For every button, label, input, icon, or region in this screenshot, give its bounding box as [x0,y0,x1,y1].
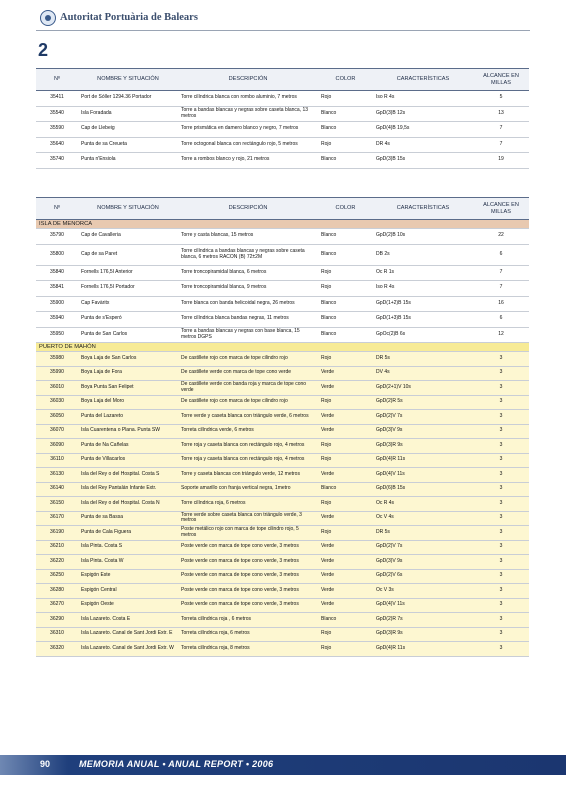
cell-number: 35411 [36,91,78,107]
cell-description: Torre cilíndrica blanca con rombo aluminio, 7 metros [178,91,318,107]
cell-name: Isla del Rey o del Hospital. Costa S [78,468,178,483]
cell-characteristics: GpD(3)V 9s [373,424,473,439]
cell-name: Espigón Este [78,569,178,584]
table-row [36,244,529,265]
cell-number: 36070 [36,424,78,439]
cell-color: Blanco [318,613,373,628]
cell-color: Verde [318,511,373,526]
cell-name: Punta de Cala Figuera [78,526,178,541]
cell-characteristics: GpD(2)R 7s [373,613,473,628]
cell-description: Torreta cilíndrica verde, 6 metros [178,424,318,439]
cell-characteristics: GpD(3)R 9s [373,439,473,454]
cell-number: 36310 [36,627,78,642]
cell-name: Fornells 176,5I Portador [78,281,178,297]
cell-characteristics: GpD(3)V 9s [373,555,473,570]
cell-range-miles: 3 [473,497,529,512]
cell-description: Torre roja y caseta blanca con rectángulo rojo, 4 metros [178,453,318,468]
cell-number: 36280 [36,584,78,599]
cell-description: Torre a bandas blancas y negras sobre caseta blanca, 13 metros [178,106,318,122]
cell-range-miles: 16 [473,296,529,312]
cell-description: Torre y caseta blancas con triángulo verde, 12 metros [178,468,318,483]
cell-range-miles: 3 [473,453,529,468]
cell-number: 36090 [36,439,78,454]
cell-number: 35841 [36,281,78,297]
cell-range-miles: 6 [473,312,529,328]
cell-range-miles: 3 [473,424,529,439]
table-row [36,153,529,169]
cell-description: Torre cilíndrica roja, 6 metros [178,497,318,512]
cell-description: Torre a bandas blancas y negras con base blanca, 15 metros DGPS [178,327,318,343]
cell-description: De castillete verde con banda roja y marca de tope cono verde [178,381,318,396]
table-row [36,395,529,410]
table-row [36,281,529,297]
cell-number: 36150 [36,497,78,512]
cell-description: De castillete verde con marca de tope cono verde [178,366,318,381]
col-header-name: NOMBRE Y SITUACIÓN [78,69,178,91]
cell-color: Rojo [318,137,373,153]
cell-characteristics: Oc R 4s [373,497,473,512]
lighthouse-table-mallorca [36,68,529,169]
cell-description: Torreta cilíndrica roja, 8 metros [178,642,318,657]
cell-characteristics: GpD(4)R 11s [373,642,473,657]
table-row [36,366,529,381]
cell-characteristics: GpD(1+2)B 15s [373,296,473,312]
cell-range-miles: 3 [473,410,529,425]
col-header-range-miles: ALCANCE EN MILLAS [473,69,529,91]
cell-description: Torre blanca con banda helicoidal negra, 26 metros [178,296,318,312]
cell-characteristics: GpOc(2)B 6s [373,327,473,343]
cell-range-miles: 6 [473,244,529,265]
cell-description: Torre prismática en damero blanco y negro, 7 metros [178,122,318,138]
cell-name: Punta n'Ensiola [78,153,178,169]
cell-description: Poste verde con marca de tope cono verde, 3 metros [178,569,318,584]
cell-number: 36220 [36,555,78,570]
cell-number: 35590 [36,122,78,138]
cell-number: 36030 [36,395,78,410]
section-number: 2 [38,40,49,60]
cell-name: Boya Laja de Fora [78,366,178,381]
cell-color: Verde [318,569,373,584]
cell-characteristics: GpD(1+3)B 15s [373,312,473,328]
cell-number: 35540 [36,106,78,122]
cell-name: Isla Pinta. Costa S [78,540,178,555]
cell-color: Rojo [318,526,373,541]
lighthouse-table-menorca [36,197,529,657]
cell-characteristics: Oc V 4s [373,511,473,526]
cell-name: Punta de Villacarlos [78,453,178,468]
cell-color: Verde [318,555,373,570]
cell-range-miles: 3 [473,540,529,555]
cell-range-miles: 3 [473,642,529,657]
cell-characteristics: Oc R 1s [373,265,473,281]
table-row [36,540,529,555]
cell-name: Espigón Oeste [78,598,178,613]
cell-range-miles: 3 [473,381,529,396]
cell-range-miles: 3 [473,555,529,570]
cell-characteristics: GpD(2+1)V 10s [373,381,473,396]
cell-number: 36050 [36,410,78,425]
cell-characteristics: GpD(4)R 11s [373,453,473,468]
cell-range-miles: 19 [473,153,529,169]
table-row [36,296,529,312]
table-row [36,555,529,570]
cell-name: Punta de sa Creueta [78,137,178,153]
cell-name: Fornells 176,5I Anterior [78,265,178,281]
table-row [36,439,529,454]
cell-name: Punta del Lazareto [78,410,178,425]
cell-description: De castillete rojo con marca de tope cilindro rojo [178,352,318,367]
cell-range-miles: 7 [473,265,529,281]
cell-characteristics: GpD(3)B 15s [373,153,473,169]
cell-name: Isla Lazareto. Costa E [78,613,178,628]
cell-range-miles: 3 [473,526,529,541]
cell-number: 36210 [36,540,78,555]
cell-description: Poste verde con marca de tope cono verde, 3 metros [178,584,318,599]
cell-color: Rojo [318,497,373,512]
cell-number: 35840 [36,265,78,281]
group-label: ISLA DE MENORCA [36,220,529,229]
cell-description: Torre cilíndrica a bandas blancas y negras sobre caseta blanca, 6 metros RACON (B) 72±2M [178,244,318,265]
group-row-puerto-de-mahon [36,343,529,352]
table-row [36,453,529,468]
col-header-range-miles: ALCANCE EN MILLAS [473,198,529,220]
col-header-color: COLOR [318,198,373,220]
cell-characteristics: Iso R 4s [373,281,473,297]
cell-name: Cap de sa Paret [78,244,178,265]
cell-color: Blanco [318,482,373,497]
cell-range-miles: 7 [473,281,529,297]
table-row [36,468,529,483]
cell-name: Boya Laja del Moro [78,395,178,410]
cell-name: Punta de s'Esperó [78,312,178,328]
cell-characteristics: DB 2s [373,244,473,265]
cell-number: 36290 [36,613,78,628]
cell-description: Torre troncopiramidal blanca, 9 metros [178,281,318,297]
col-header-name: NOMBRE Y SITUACIÓN [78,198,178,220]
cell-color: Blanco [318,106,373,122]
cell-number: 36110 [36,453,78,468]
cell-number: 35790 [36,229,78,245]
table-row [36,265,529,281]
cell-number: 36170 [36,511,78,526]
cell-description: Torreta cilíndrica roja, 6 metros [178,627,318,642]
table-row [36,137,529,153]
group-row-isla-de-menorca [36,220,529,229]
cell-characteristics: DR 5s [373,352,473,367]
cell-description: Torre troncopiramidal blanca, 6 metros [178,265,318,281]
cell-name: Cap de Cavalleria [78,229,178,245]
cell-description: Poste verde con marca de tope cono verde, 3 metros [178,555,318,570]
cell-characteristics: GpD(2)V 7s [373,410,473,425]
cell-color: Blanco [318,244,373,265]
col-header-characteristics: CARACTERÍSTICAS [373,69,473,91]
table-row [36,229,529,245]
cell-range-miles: 3 [473,627,529,642]
cell-description: Torre verde y caseta blanca con triángulo verde, 6 metros [178,410,318,425]
cell-number: 36270 [36,598,78,613]
cell-characteristics: GpD(2)B 10s [373,229,473,245]
cell-description: Torre octogonal blanca con rectángulo rojo, 5 metros [178,137,318,153]
table-row [36,613,529,628]
cell-characteristics: GpD(2)V 7s [373,540,473,555]
cell-color: Rojo [318,642,373,657]
cell-number: 35980 [36,352,78,367]
table-row [36,497,529,512]
cell-description: Poste metálico rojo con marca de tope cilindro rojo, 5 metros [178,526,318,541]
table-row [36,352,529,367]
cell-name: Boya Laja de San Carlos [78,352,178,367]
table-body-mahon [36,343,529,657]
table-row [36,106,529,122]
col-header-description: DESCRIPCIÓN [178,198,318,220]
cell-name: Boya Punta San Felipet [78,381,178,396]
cell-number: 35940 [36,312,78,328]
cell-characteristics: Iso R 4s [373,91,473,107]
cell-color: Rojo [318,265,373,281]
cell-description: Torre y casta blancas, 15 metros [178,229,318,245]
cell-color: Rojo [318,395,373,410]
cell-range-miles: 3 [473,395,529,410]
col-header-color: COLOR [318,69,373,91]
cell-name: Espigón Central [78,584,178,599]
table-row [36,410,529,425]
cell-range-miles: 7 [473,122,529,138]
table-row [36,91,529,107]
cell-characteristics: GpD(4)V 11s [373,598,473,613]
cell-name: Punta de Na Cañelas [78,439,178,454]
cell-color: Verde [318,540,373,555]
cell-color: Verde [318,584,373,599]
cell-name: Isla del Rey Pantalán Infante Extr. [78,482,178,497]
cell-range-miles: 3 [473,584,529,599]
cell-number: 36130 [36,468,78,483]
page-footer [0,755,566,775]
footer-title: MEMORIA ANUAL • ANUAL REPORT • 2006 [79,759,274,769]
organization-name: Autoritat Portuària de Balears [60,12,198,23]
table-row [36,381,529,396]
cell-color: Blanco [318,229,373,245]
cell-description: Poste verde con marca de tope cono verde, 3 metros [178,540,318,555]
cell-characteristics: DR 4s [373,137,473,153]
cell-characteristics: GpD(6)B 15s [373,482,473,497]
cell-characteristics: Oc V 3s [373,584,473,599]
cell-color: Verde [318,366,373,381]
cell-characteristics: GpD(4)B 19,5s [373,122,473,138]
cell-description: Torre roja y caseta blanca con rectángulo rojo, 4 metros [178,439,318,454]
cell-range-miles: 3 [473,569,529,584]
cell-description: Torreta cilíndrica roja , 6 metros [178,613,318,628]
cell-characteristics: DV 4s [373,366,473,381]
table-body [36,91,529,169]
cell-color: Verde [318,598,373,613]
cell-color: Rojo [318,352,373,367]
table-row [36,511,529,526]
cell-color: Blanco [318,296,373,312]
cell-characteristics: GpD(3)B 12s [373,106,473,122]
table-row [36,526,529,541]
cell-number: 35900 [36,296,78,312]
cell-range-miles: 3 [473,598,529,613]
col-header-num: Nº [36,69,78,91]
cell-color: Blanco [318,312,373,328]
cell-range-miles: 13 [473,106,529,122]
cell-name: Isla Lazareto. Canal de Sant Jordi Extr. E [78,627,178,642]
cell-number: 36190 [36,526,78,541]
cell-name: Cap de Llebeig [78,122,178,138]
cell-name: Punta de sa Bassa [78,511,178,526]
cell-characteristics: GpD(3)R 9s [373,627,473,642]
cell-name: Isla del Rey o del Hospital. Costa N [78,497,178,512]
cell-color: Blanco [318,327,373,343]
cell-color: Rojo [318,439,373,454]
table-row [36,482,529,497]
col-header-num: Nº [36,198,78,220]
table-row [36,569,529,584]
table-row [36,598,529,613]
cell-number: 36250 [36,569,78,584]
col-header-characteristics: CARACTERÍSTICAS [373,198,473,220]
cell-color: Rojo [318,281,373,297]
port-authority-logo-icon [40,10,56,26]
cell-range-miles: 3 [473,468,529,483]
cell-number: 35740 [36,153,78,169]
cell-range-miles: 3 [473,511,529,526]
cell-color: Verde [318,410,373,425]
cell-color: Rojo [318,91,373,107]
cell-range-miles: 5 [473,91,529,107]
cell-name: Isla Lazareto. Canal de Sant Jordi Extr. W [78,642,178,657]
group-label: PUERTO DE MAHÓN [36,343,529,352]
cell-number: 36140 [36,482,78,497]
table-row [36,584,529,599]
cell-number: 35640 [36,137,78,153]
cell-description: Torre verde sobre caseta blanca con triángulo verde, 3 metros [178,511,318,526]
cell-range-miles: 12 [473,327,529,343]
table-row [36,312,529,328]
cell-number: 36010 [36,381,78,396]
cell-color: Verde [318,468,373,483]
cell-characteristics: DR 5s [373,526,473,541]
table-row [36,424,529,439]
cell-range-miles: 3 [473,366,529,381]
cell-description: Torre a rombos blanco y rojo, 21 metros [178,153,318,169]
cell-description: De castillete rojo con marca de tope cilindro rojo [178,395,318,410]
table-body [36,220,529,343]
cell-name: Cap Favàritx [78,296,178,312]
cell-number: 35990 [36,366,78,381]
table-row [36,122,529,138]
cell-name: Isla Foradada [78,106,178,122]
page-header [36,9,530,31]
cell-description: Poste verde con marca de tope cono verde, 3 metros [178,598,318,613]
cell-range-miles: 22 [473,229,529,245]
cell-name: Isla Pinta. Costa W [78,555,178,570]
cell-description: Soporte amarillo con franja vertical negra, 1metro [178,482,318,497]
cell-number: 35800 [36,244,78,265]
table-row [36,627,529,642]
cell-color: Blanco [318,122,373,138]
page-number: 90 [40,759,51,769]
cell-range-miles: 3 [473,439,529,454]
table-row [36,327,529,343]
cell-characteristics: GpD(4)V 11s [373,468,473,483]
col-header-description: DESCRIPCIÓN [178,69,318,91]
cell-name: Punta de San Carlos [78,327,178,343]
cell-number: 36320 [36,642,78,657]
cell-number: 35950 [36,327,78,343]
cell-color: Rojo [318,453,373,468]
cell-range-miles: 7 [473,137,529,153]
cell-range-miles: 3 [473,613,529,628]
cell-range-miles: 3 [473,482,529,497]
cell-characteristics: GpD(2)R 5s [373,395,473,410]
cell-name: Isla Cuarentena o Plana. Punta SW [78,424,178,439]
cell-name: Port de Sóller 1294.36 Portador [78,91,178,107]
table-row [36,642,529,657]
cell-description: Torre cilíndrica blanca bandas negras, 11 metros [178,312,318,328]
cell-color: Rojo [318,627,373,642]
cell-characteristics: GpD(2)V 6s [373,569,473,584]
cell-color: Verde [318,381,373,396]
cell-range-miles: 3 [473,352,529,367]
cell-color: Blanco [318,153,373,169]
cell-color: Verde [318,424,373,439]
